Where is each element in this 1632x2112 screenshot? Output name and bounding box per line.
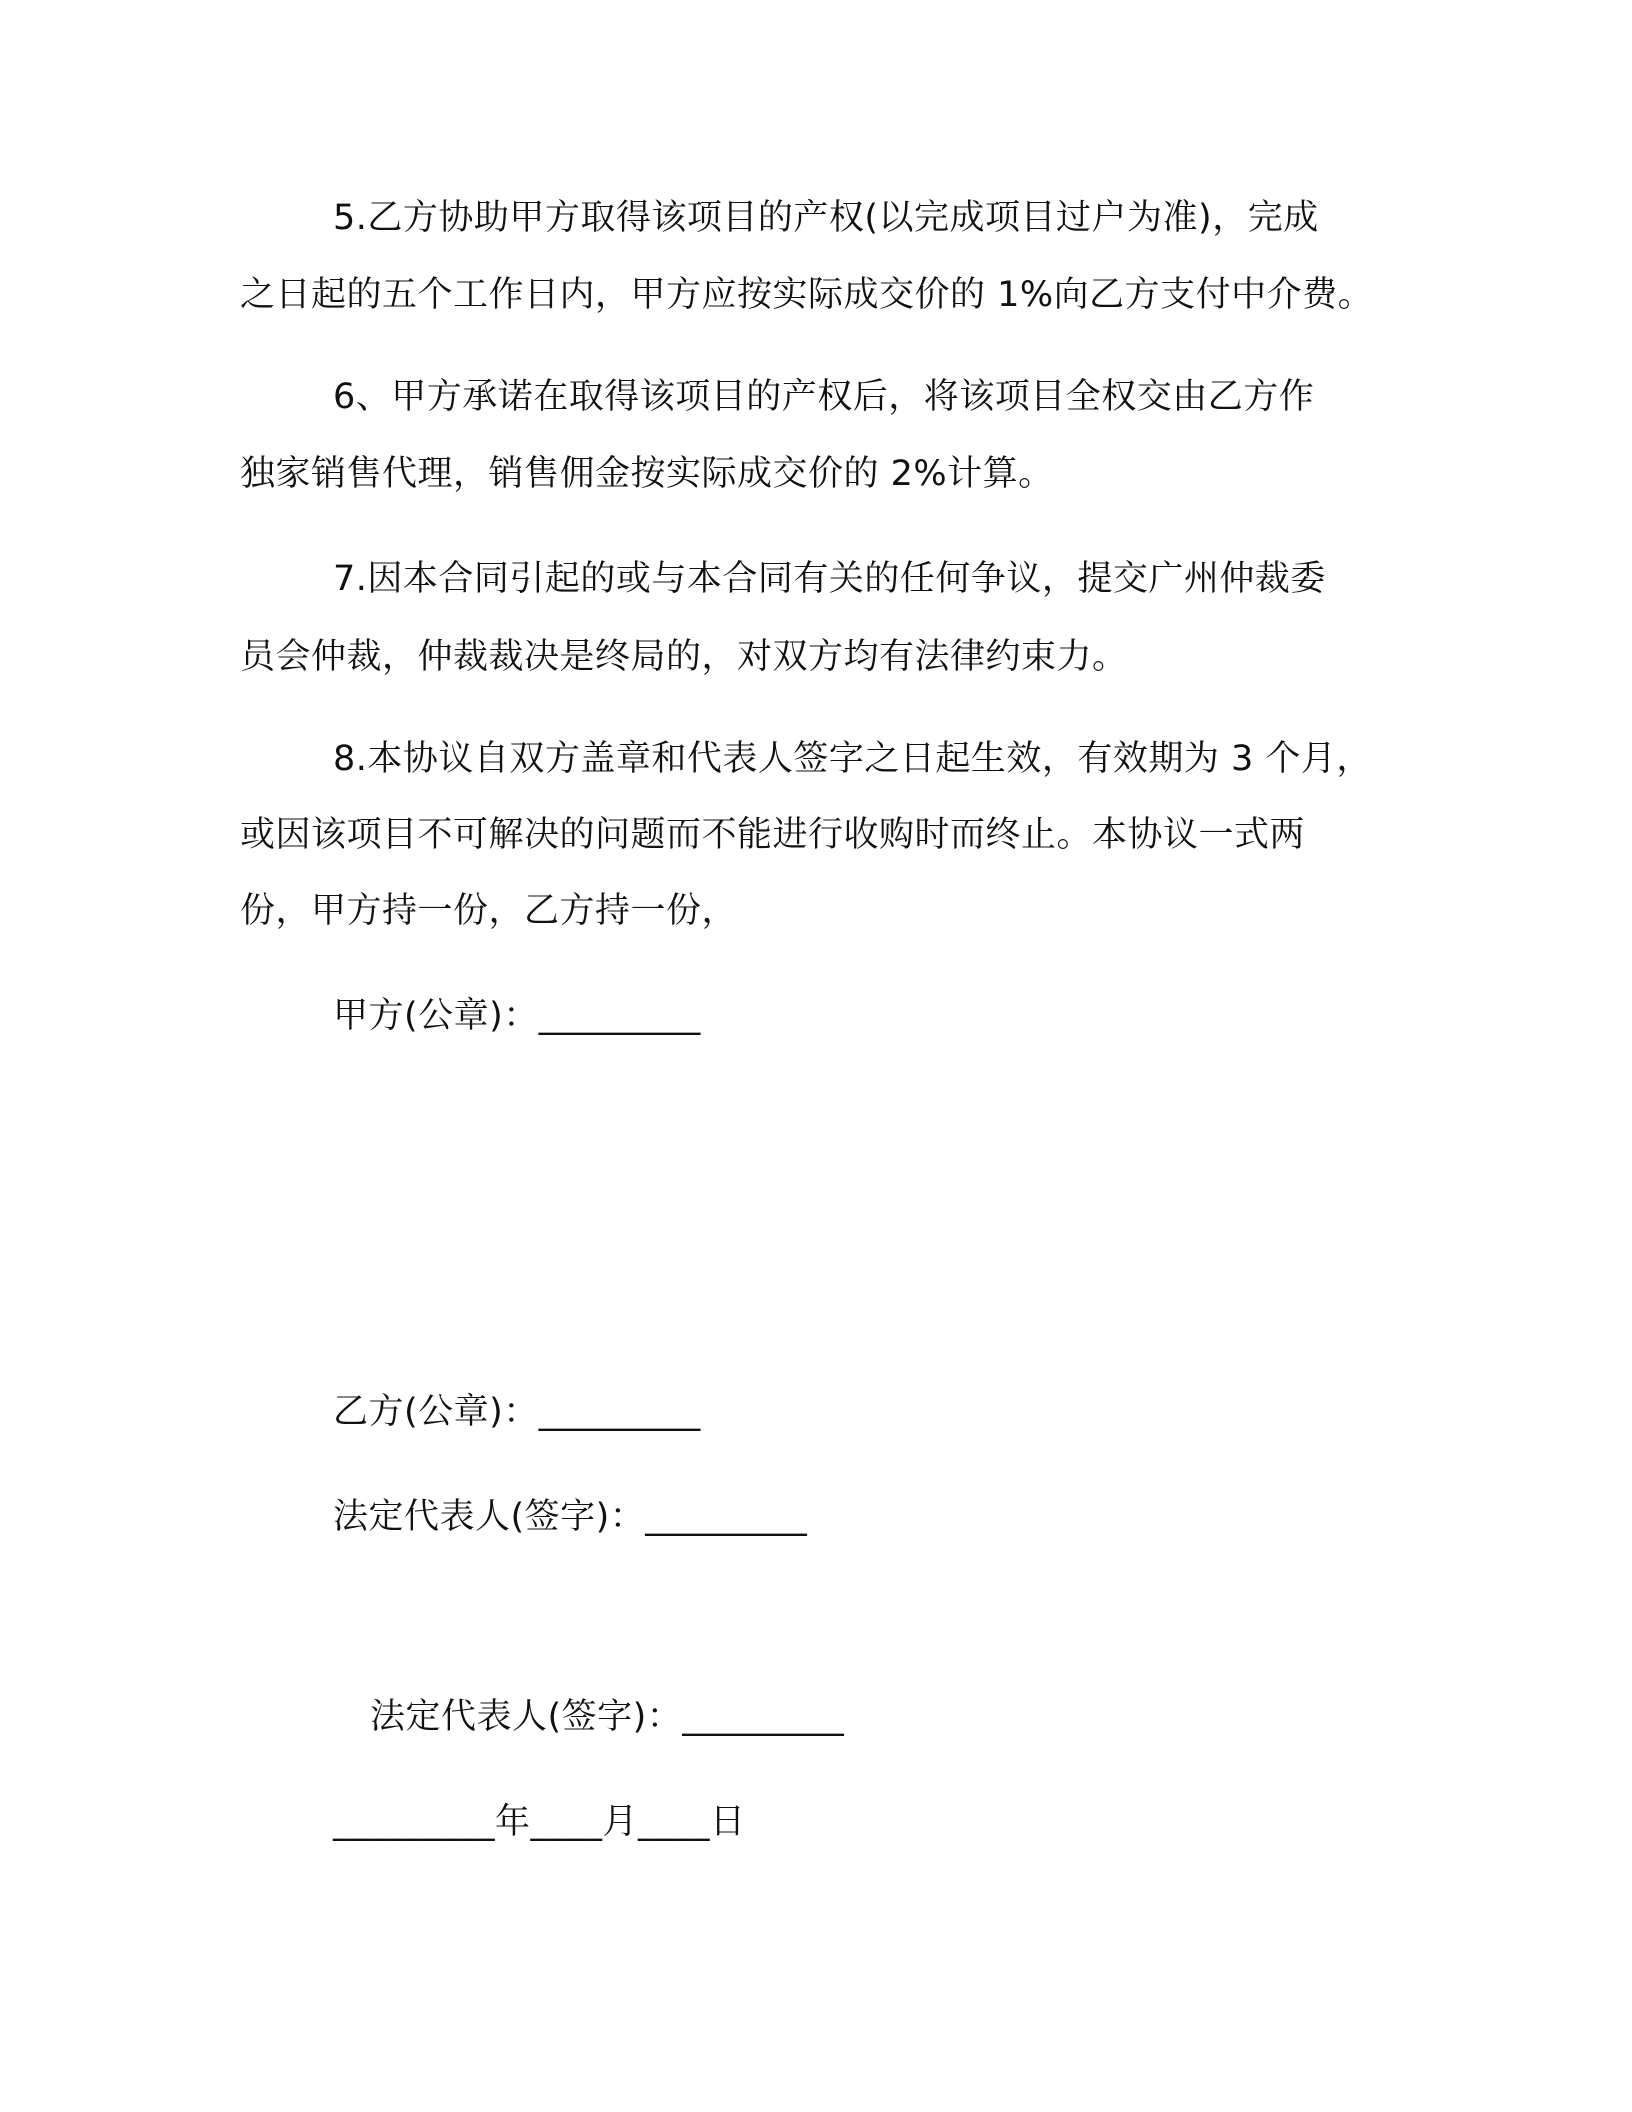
clause-7-line-1: 7.因本合同引起的或与本合同有关的任何争议，提交广州仲裁委 bbox=[333, 559, 1326, 599]
clause-5-line-1: 5.乙方协助甲方取得该项目的产权(以完成项目过户为准)，完成 bbox=[333, 198, 1319, 238]
clause-7-line-2: 员会仲裁，仲裁裁决是终局的，对双方均有法律约束力。 bbox=[240, 637, 1128, 677]
clause-6-line-1: 6、甲方承诺在取得该项目的产权后，将该项目全权交由乙方作 bbox=[333, 377, 1315, 417]
party-a-seal-line: 甲方(公章)：_________ bbox=[333, 996, 701, 1036]
clause-8-line-3: 份，甲方持一份，乙方持一份， bbox=[240, 891, 738, 931]
clause-8-line-1: 8.本协议自双方盖章和代表人签字之日起生效，有效期为 3 个月， bbox=[333, 739, 1372, 779]
party-b-seal-line: 乙方(公章)：_________ bbox=[333, 1392, 701, 1432]
clause-5-line-2: 之日起的五个工作日内，甲方应按实际成交价的 1%向乙方支付中介费。 bbox=[240, 275, 1374, 315]
clause-8-line-2: 或因该项目不可解决的问题而不能进行收购时而终止。本协议一式两 bbox=[240, 815, 1306, 855]
legal-representative-signature-line-2: 法定代表人(签字)：_________ bbox=[370, 1697, 845, 1737]
clause-6-line-2: 独家销售代理，销售佣金按实际成交价的 2%计算。 bbox=[240, 454, 1054, 494]
date-line: _________年____月____日 bbox=[333, 1802, 746, 1842]
legal-representative-signature-line-1: 法定代表人(签字)：_________ bbox=[333, 1497, 808, 1537]
